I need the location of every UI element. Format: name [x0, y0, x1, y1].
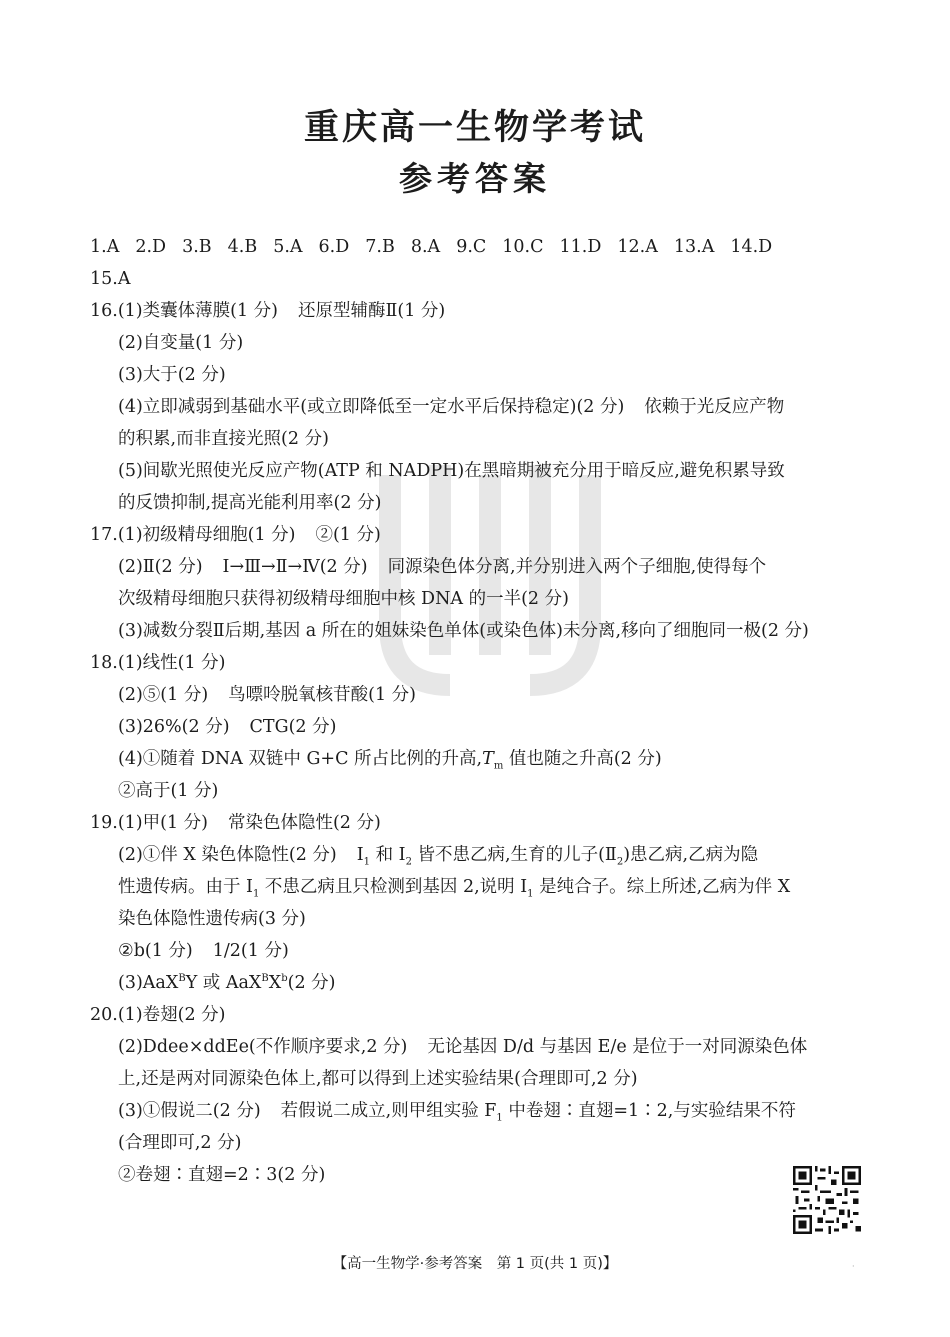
mc-answer: 10.C — [502, 237, 544, 257]
q16-part4-b: 依赖于光反应产物 — [644, 397, 785, 417]
q18-part2-b: 鸟嘌呤脱氧核苷酸(1 分) — [228, 685, 416, 705]
q18-line: 18.(1)线性(1 分) — [90, 653, 226, 673]
q18-part2: (2)⑤(1 分) — [118, 685, 209, 705]
q19-line — [90, 839, 860, 871]
q19-text: 性遗传病。由于 Ⅰ — [118, 877, 253, 897]
q17-part2-b: Ⅰ→Ⅲ→Ⅱ→Ⅳ(2 分) — [222, 557, 368, 577]
q16-line: (5)间歇光照使光反应产物(ATP 和 NADPH)在黑暗期被充分用于暗反应,避免积累导致 — [118, 461, 785, 481]
q17-part1: 17.(1)初级精母细胞(1 分) — [90, 525, 296, 545]
q19-part1-b: 常染色体隐性(2 分) — [227, 813, 381, 833]
q18-line — [90, 743, 860, 775]
mc-answer: 12.A — [617, 237, 658, 257]
answer-body — [90, 231, 860, 1191]
page-subtitle: 参考答案 — [399, 159, 551, 198]
mc-answer: 5.A — [273, 237, 303, 257]
q20-text: (3)①假说二(2 分) — [118, 1101, 261, 1121]
q19-line — [90, 967, 860, 999]
q19-text: X — [268, 973, 282, 993]
q19-sup: b — [281, 973, 288, 985]
q16-line: 的反馈抑制,提高光能利用率(2 分) — [118, 493, 382, 513]
q16-part4: (4)立即减弱到基础水平(或立即降低至一定水平后保持稳定)(2 分) — [118, 397, 625, 417]
q18-part4: (4)①随着 DNA 双链中 G+C 所占比例的升高, — [118, 749, 483, 769]
q20-line: (合理即可,2 分) — [118, 1133, 242, 1153]
q16-line: 的积累,而非直接光照(2 分) — [118, 429, 329, 449]
q18-part3: (3)26%(2 分) — [118, 717, 230, 737]
q19-text: 和 Ⅰ — [370, 845, 406, 865]
q17-line: 次级精母细胞只获得初级精母细胞中核 DNA 的一半(2 分) — [118, 589, 569, 609]
q20-text: 中卷翅∶直翅=1∶2,与实验结果不符 — [502, 1101, 796, 1121]
mc-answers-row — [90, 263, 860, 295]
q19-part1: 19.(1)甲(1 分) — [90, 813, 208, 833]
q19-text: ②b(1 分) — [118, 941, 193, 961]
q17-part1-b: ②(1 分) — [315, 525, 381, 545]
q16-line: (2)自变量(1 分) — [118, 333, 244, 353]
q20-text: 无论基因 D/d 与基因 E/e 是位于一对同源染色体 — [427, 1037, 808, 1057]
q19-text: 是纯合子。综上所述,乙病为伴 X — [533, 877, 791, 897]
q19-line — [90, 807, 860, 839]
tm-subscript: m — [493, 760, 504, 772]
q19-text: Y 或 AaX — [185, 973, 262, 993]
q20-line — [90, 1095, 860, 1127]
q19-sub: 2 — [616, 856, 624, 868]
q18-part4-b: 值也随之升高(2 分) — [503, 749, 662, 769]
q20-line — [90, 1031, 860, 1063]
mc-answer: 4.B — [227, 237, 258, 257]
q19-text: 1/2(1 分) — [212, 941, 289, 961]
q19-text: 不患乙病且只检测到基因 2,说明 Ⅰ — [259, 877, 528, 897]
q19-sup: B — [178, 973, 186, 985]
q19-text: (3)AaX — [118, 973, 179, 993]
q17-line — [90, 519, 860, 551]
q20-sub: 1 — [496, 1112, 503, 1124]
mc-answer: 1.A — [90, 237, 120, 257]
mc-answer: 8.A — [410, 237, 441, 257]
mc-answer: 9.C — [456, 237, 487, 257]
q18-line — [90, 679, 860, 711]
mc-answer: 7.B — [365, 237, 395, 257]
q20-text: 若假说二成立,则甲组实验 F — [280, 1101, 497, 1121]
q19-text: 皆不患乙病,生育的儿子(Ⅱ — [411, 845, 617, 865]
q19-text: Ⅰ — [356, 845, 364, 865]
q19-sub: 2 — [405, 856, 412, 868]
mc-answers-row — [90, 231, 860, 263]
q16-part1: 16.(1)类囊体薄膜(1 分) — [90, 301, 278, 321]
tm-symbol: T — [482, 749, 494, 769]
q18-part3-b: CTG(2 分) — [249, 717, 337, 737]
q20-text: (2)Ddee×ddEe(不作顺序要求,2 分) — [118, 1037, 408, 1057]
q19-sub: 1 — [363, 856, 371, 868]
corner-mark: · — [852, 1262, 855, 1271]
q19-sup: B — [261, 973, 269, 985]
q17-line — [90, 551, 860, 583]
q20-line: 20.(1)卷翅(2 分) — [90, 1005, 226, 1025]
mc-answer: 11.D — [559, 237, 602, 257]
page-title: 重庆高一生物学考试 — [303, 108, 646, 148]
q19-text: )患乙病,乙病为隐 — [623, 845, 759, 865]
qr-code-icon[interactable] — [793, 1166, 861, 1234]
q18-line — [90, 711, 860, 743]
q18-line: ②高于(1 分) — [118, 781, 219, 801]
q17-part2: (2)Ⅱ(2 分) — [118, 557, 203, 577]
q19-part2: (2)①伴 X 染色体隐性(2 分) — [118, 845, 337, 865]
mc-answer: 14.D — [730, 237, 773, 257]
mc-answer: 3.B — [182, 237, 212, 257]
mc-answer: 2.D — [135, 237, 167, 257]
q19-sub: 1 — [252, 888, 260, 900]
q16-line — [90, 295, 860, 327]
q17-line: (3)减数分裂Ⅱ后期,基因 a 所在的姐妹染色单体(或染色体)未分离,移向了细胞同一极(2 分) — [118, 621, 809, 641]
q19-line — [90, 935, 860, 967]
q16-line: (3)大于(2 分) — [118, 365, 226, 385]
q19-line: 染色体隐性遗传病(3 分) — [118, 909, 306, 929]
mc-answer: 6.D — [318, 237, 350, 257]
q20-line: ②卷翅∶直翅=2∶3(2 分) — [118, 1165, 326, 1185]
q16-line — [90, 391, 860, 423]
q20-line: 上,还是两对同源染色体上,都可以得到上述实验结果(合理即可,2 分) — [118, 1069, 638, 1089]
mc-answer: 13.A — [673, 237, 715, 257]
page-footer: 【高一生物学·参考答案 第 1 页(共 1 页)】 — [332, 1256, 618, 1272]
q17-part2-c: 同源染色体分离,并分别进入两个子细胞,使得每个 — [387, 557, 767, 577]
q19-text: (2 分) — [287, 973, 336, 993]
q19-line — [90, 871, 860, 903]
mc-answer: 15.A — [90, 269, 131, 289]
q19-sub: 1 — [527, 888, 534, 900]
q16-part1-b: 还原型辅酶Ⅱ(1 分) — [297, 301, 446, 321]
